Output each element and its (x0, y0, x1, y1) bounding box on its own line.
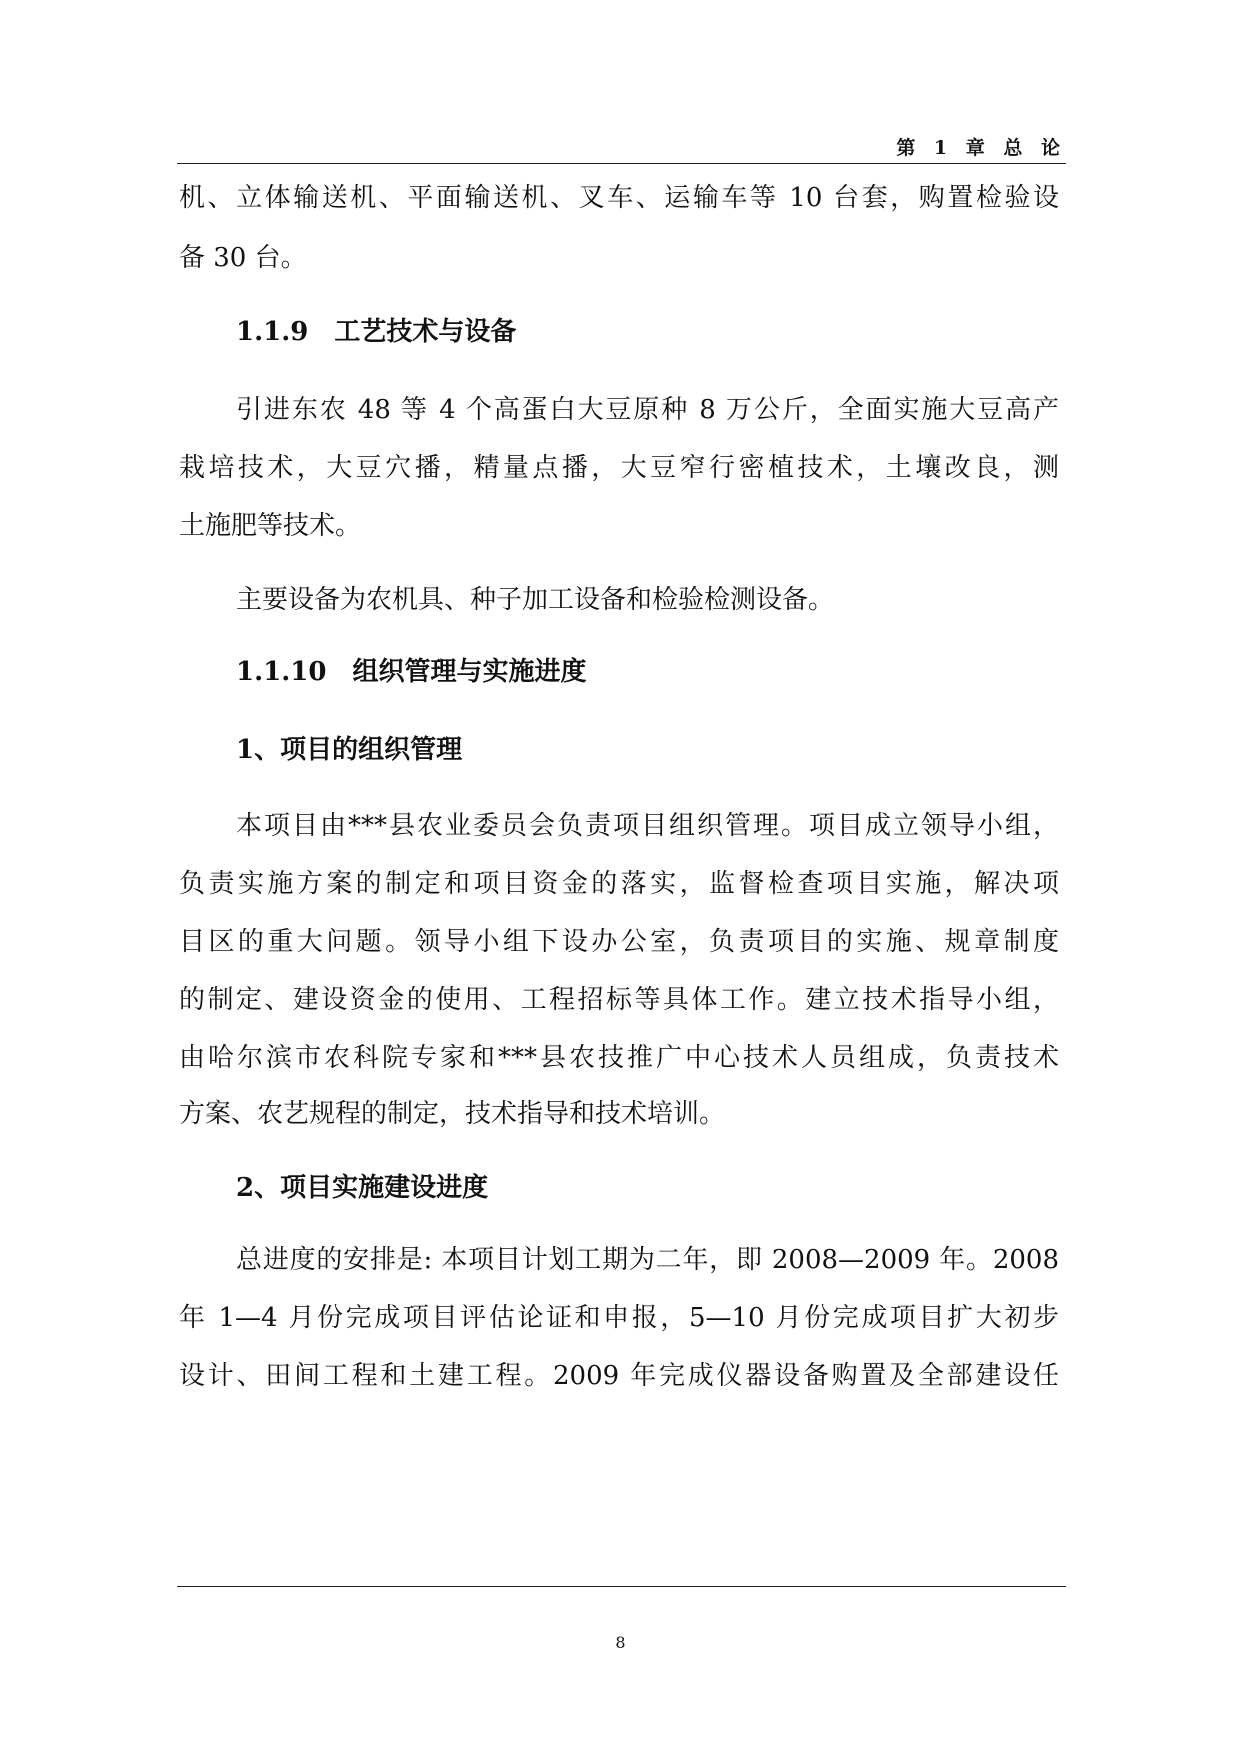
text-line: 年 1—4 月份完成项目评估论证和申报，5—10 月份完成项目扩大初步 (179, 1303, 1059, 1333)
text-line: 备 30 台。 (179, 243, 307, 273)
text-line: 总进度的安排是: 本项目计划工期为二年，即 2008—2009 年。2008 (236, 1245, 1059, 1275)
text-line: 引进东农 48 等 4 个高蛋白大豆原种 8 万公斤，全面实施大豆高产 (236, 395, 1059, 425)
text-line: 主要设备为农机具、种子加工设备和检验检测设备。 (236, 585, 835, 615)
page-number: 8 (615, 1633, 626, 1652)
text-line: 设计、田间工程和土建工程。2009 年完成仪器设备购置及全部建设任 (179, 1361, 1059, 1391)
section-heading-1-1-9: 1.1.9 工艺技术与设备 (236, 317, 517, 347)
footer-rule (177, 1586, 1066, 1587)
text-line: 机、立体输送机、平面输送机、叉车、运输车等 10 台套，购置检验设 (179, 183, 1059, 213)
section-heading-1-1-10: 1.1.10 组织管理与实施进度 (236, 657, 587, 687)
header-rule (177, 163, 1066, 164)
subsection-heading-organization: 1、项目的组织管理 (236, 735, 463, 765)
text-line: 的制定、建设资金的使用、工程招标等具体工作。建立技术指导小组， (179, 985, 1059, 1015)
text-line: 目区的重大问题。领导小组下设办公室，负责项目的实施、规章制度 (179, 927, 1059, 957)
text-line: 栽培技术，大豆穴播，精量点播，大豆窄行密植技术，土壤改良，测 (179, 453, 1059, 483)
running-header: 第 1 章 总 论 (896, 137, 1066, 159)
text-line: 土施肥等技术。 (179, 511, 362, 541)
text-line: 由哈尔滨市农科院专家和***县农技推广中心技术人员组成，负责技术 (179, 1043, 1059, 1073)
text-line: 负责实施方案的制定和项目资金的落实，监督检查项目实施，解决项 (179, 869, 1059, 899)
text-line: 本项目由***县农业委员会负责项目组织管理。项目成立领导小组， (236, 811, 1059, 841)
subsection-heading-schedule: 2、项目实施建设进度 (236, 1173, 489, 1203)
text-line: 方案、农艺规程的制定，技术指导和技术培训。 (179, 1099, 726, 1129)
